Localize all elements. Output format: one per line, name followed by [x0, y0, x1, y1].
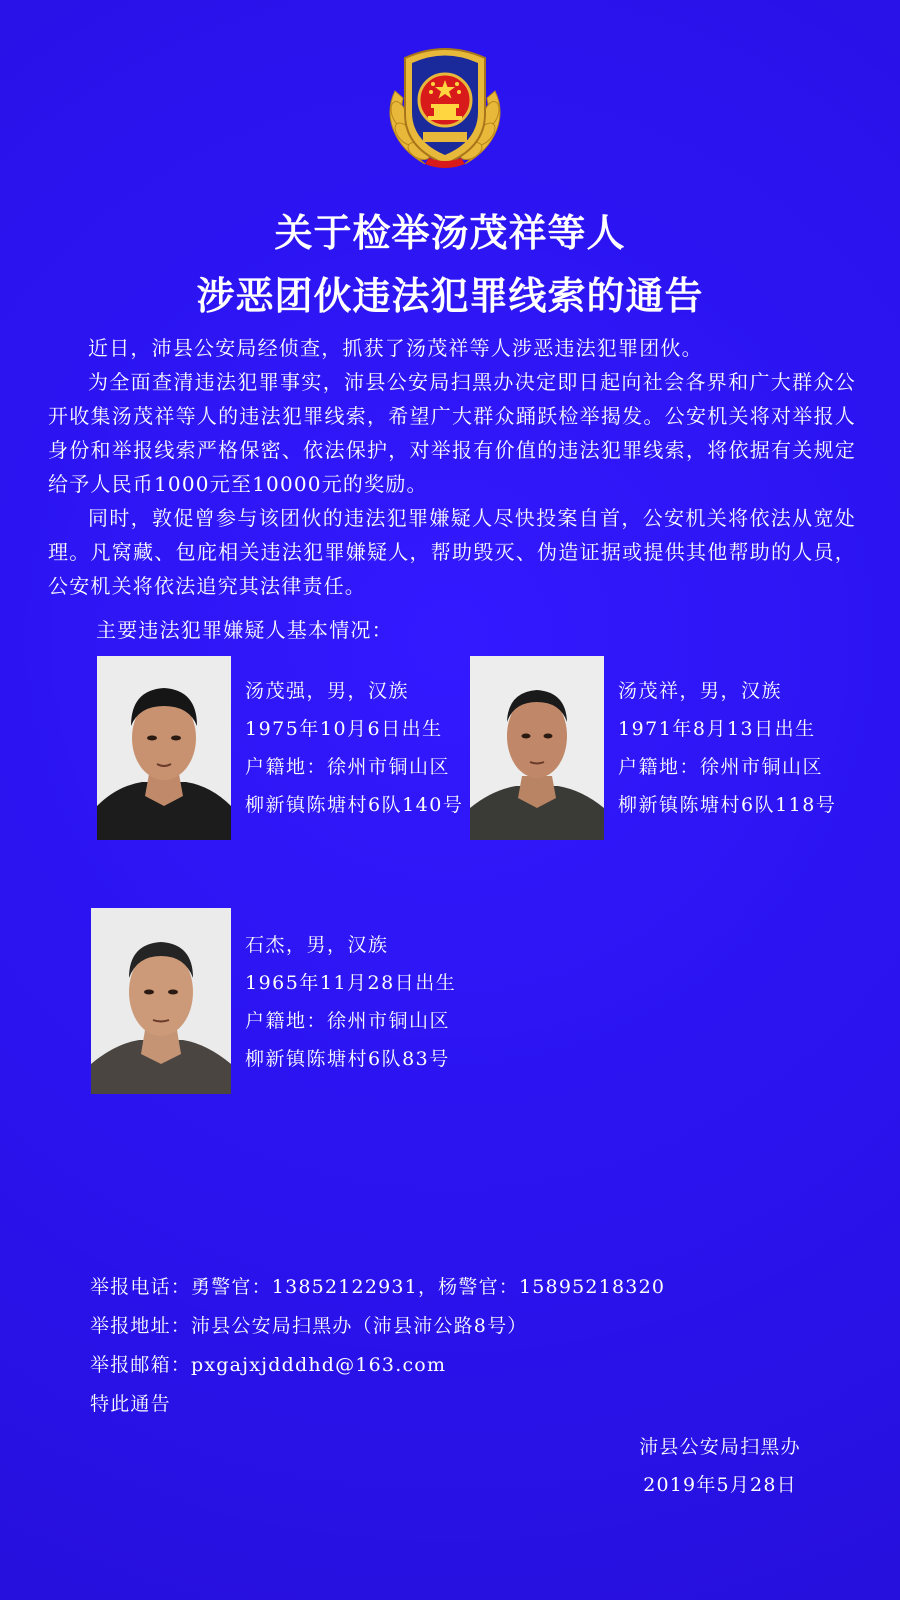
- notice-footer: [600, 1428, 840, 1504]
- closing-text: 特此通告: [90, 1393, 171, 1415]
- suspect-name: 汤茂强，男，汉族: [245, 680, 410, 702]
- suspects-section-heading: 主要违法犯罪嫌疑人基本情况：: [96, 618, 393, 642]
- body-paragraph: 同时，敦促曾参与该团伙的违法犯罪嫌疑人尽快投案自首，公安机关将依法从宽处理。凡窝藏、包庇相关违法犯罪嫌疑人，帮助毁灭、伪造证据或提供其他帮助的人员，公安机关将依法追究其法律责任。: [48, 506, 856, 598]
- report-contact: [90, 1268, 665, 1424]
- body-paragraph: 为全面查清违法犯罪事实，沛县公安局扫黑办决定即日起向社会各界和广大群众公开收集汤茂祥等人的违法犯罪线索，希望广大群众踊跃检举揭发。公安机关将对举报人身份和举报线索严格保密、依法保护，对举报有价值的违法犯罪线索，将依据有关规定给予人民币1000元至10000元的奖励。: [48, 370, 856, 496]
- notice-title-line-2: 涉恶团伙违法犯罪线索的通告: [196, 274, 704, 318]
- suspect-birth: 1975年10月6日出生: [245, 718, 443, 740]
- report-email: 举报邮箱：pxgajxjdddhd@163.com: [90, 1354, 447, 1376]
- suspect-birth: 1971年8月13日出生: [618, 718, 816, 740]
- suspect-address: 柳新镇陈塘村6队140号: [245, 794, 464, 816]
- suspect-birth: 1965年11月28日出生: [245, 972, 457, 994]
- issuer: 沛县公安局扫黑办: [639, 1436, 801, 1458]
- suspect-address: 柳新镇陈塘村6队118号: [618, 794, 837, 816]
- suspect-residence: 户籍地：徐州市铜山区: [245, 756, 451, 778]
- suspect-info: [245, 926, 456, 1078]
- report-address: 举报地址：沛县公安局扫黑办（沛县沛公路8号）: [90, 1315, 528, 1337]
- suspect-info: [245, 672, 463, 824]
- notice-title-line-1: 关于检举汤茂祥等人: [274, 211, 626, 255]
- suspect-residence: 户籍地：徐州市铜山区: [618, 756, 824, 778]
- suspect-address: 柳新镇陈塘村6队83号: [245, 1048, 450, 1070]
- suspect-photo: [470, 656, 604, 840]
- issue-date: 2019年5月28日: [643, 1474, 797, 1496]
- police-emblem-icon: [375, 36, 515, 176]
- suspect-photo: [91, 908, 231, 1094]
- suspect-name: 汤茂祥，男，汉族: [618, 680, 783, 702]
- suspect-info: [618, 672, 836, 824]
- notice-body: [48, 331, 856, 603]
- body-paragraph: 近日，沛县公安局经侦查，抓获了汤茂祥等人涉恶违法犯罪团伙。: [88, 336, 703, 360]
- suspect-residence: 户籍地：徐州市铜山区: [245, 1010, 451, 1032]
- suspect-name: 石杰，男，汉族: [245, 934, 389, 956]
- suspect-photo: [97, 656, 231, 840]
- report-phone: 举报电话：勇警官：13852122931，杨警官：15895218320: [90, 1276, 666, 1298]
